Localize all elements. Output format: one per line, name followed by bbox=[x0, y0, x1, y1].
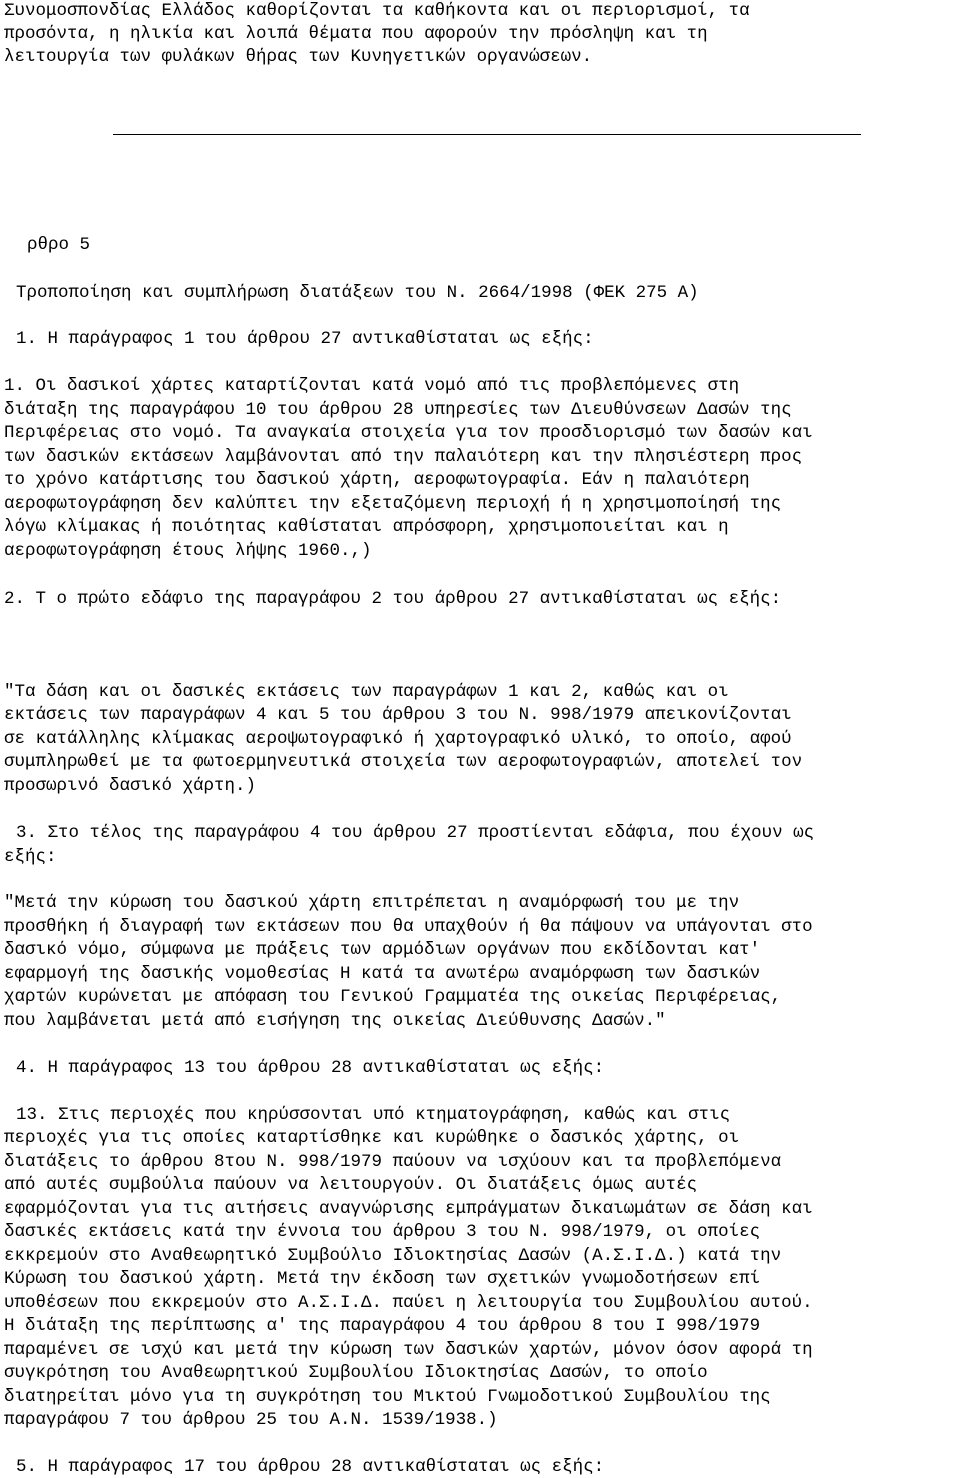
text-line: εφαρμόζονται για τις αιτήσεις αναγνώρισης εμπράγματων δικαιωμάτων σε δάση και bbox=[4, 1199, 813, 1219]
article-heading: ρθρο 5 bbox=[27, 235, 91, 255]
text-line: αεροφωτογράφηση έτους λήψης 1960.,) bbox=[4, 541, 372, 561]
text-line: που λαμβάνεται μετά από εισήγηση της οικείας Διεύθυνσης Δασών." bbox=[4, 1011, 666, 1031]
text-line: Περιφέρειας στο νομό. Τα αναγκαία στοιχεία για τον προσδιορισμό των δασών και bbox=[4, 423, 813, 443]
text-line: 2. Τ ο πρώτο εδάφιο της παραγράφου 2 του άρθρου 27 αντικαθίσταται ως εξής: bbox=[4, 589, 782, 609]
text-line: 13. Στις περιοχές που κηρύσσονται υπό κτηματογράφηση, καθώς και στις bbox=[16, 1105, 731, 1125]
text-line: εκκρεμούν στο Αναθεωρητικό Συμβούλιο Ιδιοκτησίας Δασών (Α.Σ.Ι.Δ.) κατά την bbox=[4, 1246, 782, 1266]
text-line: λόγω κλίμακας ή ποιότητας καθίσταται απρόσφορη, χρησιμοποιείται και η bbox=[4, 517, 729, 537]
text-line: εξής: bbox=[4, 847, 57, 867]
horizontal-rule bbox=[113, 134, 861, 135]
text-line: αεροφωτογράφηση δεν καλύπτει την εξεταζόμενη περιοχή ή η χρησιμοποίησή της bbox=[4, 494, 782, 514]
text-line: διάταξη της παραγράφου 10 του άρθρου 28 υπηρεσίες των Διευθύνσεων Δασών της bbox=[4, 400, 792, 420]
text-line: περιοχές για τις οποίες καταρτίσθηκε και κυρώθηκε ο δασικός χάρτης, οι bbox=[4, 1128, 740, 1148]
text-line: 5. Η παράγραφος 17 του άρθρου 28 αντικαθίσταται ως εξής: bbox=[16, 1457, 605, 1477]
text-line: εφαρμογή της δασικής νομοθεσίας Η κατά τα ανωτέρω αναμόρφωση των δασικών bbox=[4, 964, 761, 984]
text-line: διατάξεις το άρθρου 8του Ν. 998/1979 παύουν να ισχύουν και τα προβλεπόμενα bbox=[4, 1152, 782, 1172]
text-line: Συνομοσπονδίας Ελλάδος καθορίζονται τα καθήκοντα και οι περιορισμοί, τα bbox=[4, 1, 750, 21]
text-line: υποθέσεων που εκκρεμούν στο Α.Σ.Ι.Δ. παύει η λειτουργία του Συμβουλίου αυτού. bbox=[4, 1293, 813, 1313]
text-line: χαρτών κυρώνεται με απόφαση του Γενικού Γραμματέα της οικείας Περιφέρειας, bbox=[4, 987, 782, 1007]
text-line: δασικές εκτάσεις κατά την έννοια του άρθρου 3 του Ν. 998/1979, οι οποίες bbox=[4, 1222, 761, 1242]
text-line: σε κατάλληλης κλίμακας αεροψωτογραφικό ή χαρτογραφικό υλικό, το οποίο, αφού bbox=[4, 729, 792, 749]
text-line: παραμένει σε ισχύ και μετά την κύρωση των δασικών χαρτών, μόνον όσον αφορά τη bbox=[4, 1340, 813, 1360]
text-line: το χρόνο κατάρτισης του δασικού χάρτη, αεροφωτογραφία. Εάν η παλαιότερη bbox=[4, 470, 750, 490]
article-subheading: Τροποποίηση και συμπλήρωση διατάξεων του Ν. 2664/1998 (ΦΕΚ 275 Α) bbox=[16, 283, 699, 303]
text-line: δασικό νόμο, σύμφωνα με πράξεις των αρμόδιων οργάνων που εκδίδονται κατ' bbox=[4, 940, 761, 960]
text-line: 4. Η παράγραφος 13 του άρθρου 28 αντικαθίσταται ως εξής: bbox=[16, 1058, 605, 1078]
text-line: 1. Η παράγραφος 1 του άρθρου 27 αντικαθίσταται ως εξής: bbox=[16, 329, 594, 349]
text-line: "Τα δάση και οι δασικές εκτάσεις των παραγράφων 1 και 2, καθώς και οι bbox=[4, 682, 729, 702]
text-line: εκτάσεις των παραγράφων 4 και 5 του άρθρου 3 του Ν. 998/1979 απεικονίζονται bbox=[4, 705, 792, 725]
text-line: διατηρείται μόνο για τη συγκρότηση του Μικτού Γνωμοδοτικού Συμβουλίου της bbox=[4, 1387, 771, 1407]
text-line: συγκρότηση του Αναθεωρητικού Συμβουλίου Ιδιοκτησίας Δασών, το οποίο bbox=[4, 1363, 708, 1383]
text-line: των δασικών εκτάσεων λαμβάνονται από την παλαιότερη και την πλησιέστερη προς bbox=[4, 447, 803, 467]
text-line: Κύρωση του δασικού χάρτη. Μετά την έκδοση των σχετικών γνωμοδοτήσεων επί bbox=[4, 1269, 761, 1289]
text-line: "Μετά την κύρωση του δασικού χάρτη επιτρέπεται η αναμόρφωσή του με την bbox=[4, 893, 740, 913]
text-line: προσωρινό δασικό χάρτη.) bbox=[4, 776, 257, 796]
text-line: παραγράφου 7 του άρθρου 25 του Α.Ν. 1539/1938.) bbox=[4, 1410, 498, 1430]
text-line: από αυτές συμβούλια παύουν να λειτουργούν. Οι διατάξεις όμως αυτές bbox=[4, 1175, 698, 1195]
text-line: 3. Στο τέλος της παραγράφου 4 του άρθρου 27 προστίενται εδάφια, που έχουν ως bbox=[16, 823, 815, 843]
text-line: λειτουργία των φυλάκων θήρας των Κυνηγετικών οργανώσεων. bbox=[4, 47, 593, 67]
text-line: 1. Οι δασικοί χάρτες καταρτίζονται κατά νομό από τις προβλεπόμενες στη bbox=[4, 376, 740, 396]
text-line: συμπληρωθεί με τα φωτοερμηνευτικά στοιχεία των αεροφωτογραφιών, αποτελεί τον bbox=[4, 752, 803, 772]
text-line: προσόντα, η ηλικία και λοιπά θέματα που αφορούν την πρόσληψη και τη bbox=[4, 24, 708, 44]
text-line: προσθήκη ή διαγραφή των εκτάσεων που θα υπαχθούν ή θα πάψουν να υπάγονται στο bbox=[4, 917, 813, 937]
text-line: Η διάταξη της περίπτωσης α' της παραγράφου 4 του άρθρου 8 του Ι 998/1979 bbox=[4, 1316, 761, 1336]
